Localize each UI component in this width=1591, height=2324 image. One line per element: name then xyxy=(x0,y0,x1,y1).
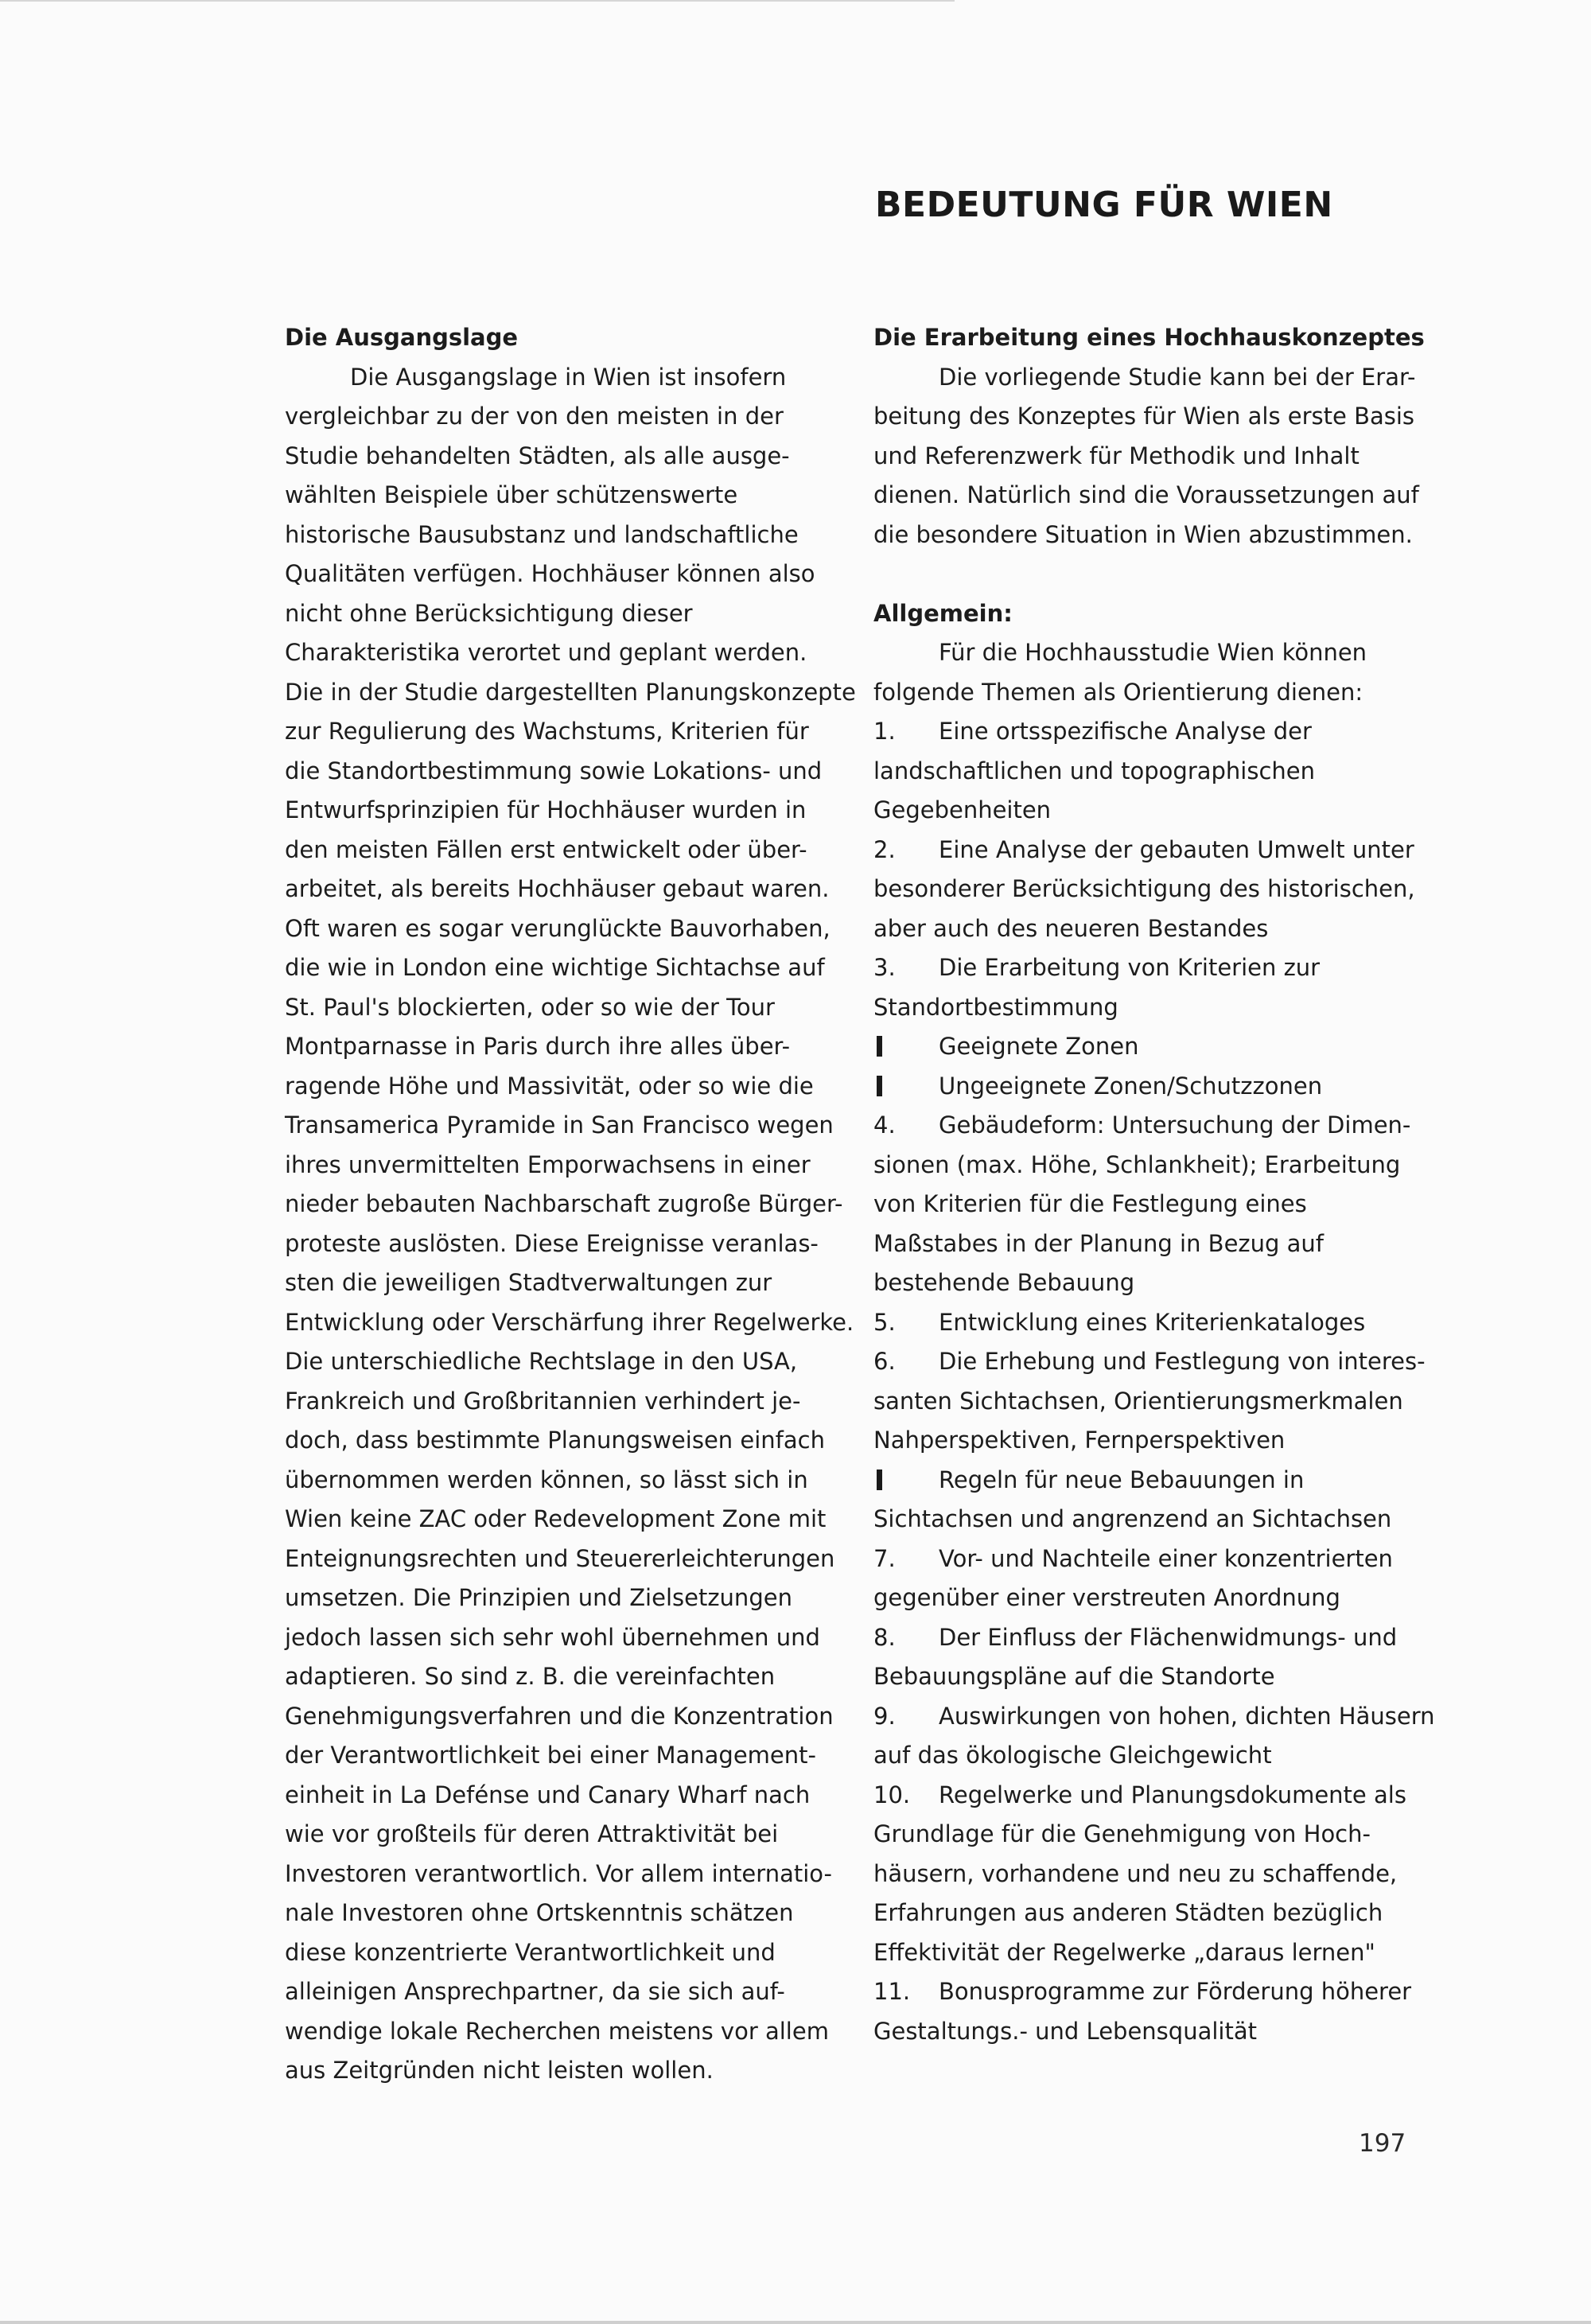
spacer xyxy=(873,555,1430,594)
list-item-continuation: Maßstabes in der Planung in Bezug auf xyxy=(873,1229,1324,1257)
list-item xyxy=(873,712,1430,752)
list-item-text: Vor- und Nachteile einer konzentrierten xyxy=(939,1544,1393,1572)
list-item-continuation: aber auch des neueren Bestandes xyxy=(873,914,1269,942)
text-line: Die in der Studie dargestellten Planungskonzepte xyxy=(285,678,856,706)
list-item xyxy=(873,831,1430,870)
bullet-square-icon xyxy=(877,1076,882,1096)
list-number: 11. xyxy=(873,1978,911,2005)
list-item-continuation: Grundlage für die Genehmigung von Hoch- xyxy=(873,1820,1371,1847)
list-item xyxy=(873,1027,1430,1067)
text-line: nale Investoren ohne Ortskenntnis schätzen xyxy=(285,1899,794,1926)
list-item-continuation: gegenüber einer verstreuten Anordnung xyxy=(873,1584,1340,1611)
list-item-continuation: Standortbestimmung xyxy=(873,993,1118,1021)
list-item-continuation: Gegebenheiten xyxy=(873,796,1052,823)
topic-list xyxy=(873,712,1435,2051)
list-number: 3. xyxy=(873,954,896,981)
left-column xyxy=(285,318,856,2091)
text-line: vergleichbar zu der von den meisten in der xyxy=(285,403,784,430)
list-item-text: Geeignete Zonen xyxy=(939,1033,1139,1060)
list-number: 10. xyxy=(873,1781,911,1808)
list-item-continuation: Gestaltungs.- und Lebensqualität xyxy=(873,2017,1257,2045)
text-line: Studie behandelten Städten, als alle ausge- xyxy=(285,442,790,469)
list-item-text: Auswirkungen von hohen, dichten Häusern xyxy=(939,1702,1435,1730)
list-item xyxy=(873,1540,1430,1579)
list-number: 8. xyxy=(873,1623,896,1651)
text-line: Entwurfsprinzipien für Hochhäuser wurden in xyxy=(285,796,807,823)
text-line: adaptieren. So sind z. B. die vereinfachten xyxy=(285,1663,776,1690)
list-item xyxy=(873,1461,1430,1501)
right-column xyxy=(873,318,1435,2051)
text-line: Die unterschiedliche Rechtslage in den USA, xyxy=(285,1348,798,1375)
list-item-continuation: bestehende Bebauung xyxy=(873,1269,1135,1296)
list-item xyxy=(873,1067,1430,1107)
text-line: Transamerica Pyramide in San Francisco wegen xyxy=(285,1111,834,1139)
list-item xyxy=(873,1618,1430,1658)
list-number: 4. xyxy=(873,1111,896,1139)
list-item-text: Eine ortsspezifische Analyse der xyxy=(939,718,1312,745)
list-item-continuation: besonderer Berücksichtigung des historischen, xyxy=(873,875,1415,902)
page-number: 197 xyxy=(1359,2129,1406,2158)
text-line: alleinigen Ansprechpartner, da sie sich auf- xyxy=(285,1978,785,2005)
text-line: zur Regulierung des Wachstums, Kriterien für xyxy=(285,718,809,745)
text-line: übernommen werden können, so lässt sich in xyxy=(285,1466,808,1493)
text-line: umsetzen. Die Prinzipien und Zielsetzungen xyxy=(285,1584,792,1611)
list-number: 7. xyxy=(873,1544,896,1572)
text-line: wählten Beispiele über schützenswerte xyxy=(285,481,738,508)
text-line: jedoch lassen sich sehr wohl übernehmen und xyxy=(285,1623,820,1651)
text-line: einheit in La Defénse und Canary Wharf nach xyxy=(285,1781,811,1808)
text-line: Frankreich und Großbritannien verhindert je- xyxy=(285,1387,801,1415)
text-line: nieder bebauten Nachbarschaft zugroße Bürger- xyxy=(285,1190,843,1217)
list-number: 6. xyxy=(873,1348,896,1375)
text-line: Für die Hochhausstudie Wien können xyxy=(939,639,1367,666)
text-line: nicht ohne Berücksichtigung dieser xyxy=(285,599,693,627)
text-line: der Verantwortlichkeit bei einer Management- xyxy=(285,1742,816,1769)
text-line: die Standortbestimmung sowie Lokations- und xyxy=(285,757,823,784)
list-item-continuation: Effektivität der Regelwerke „daraus lernen" xyxy=(873,1938,1375,1966)
list-item-text: Gebäudeform: Untersuchung der Dimen- xyxy=(939,1111,1411,1139)
list-item xyxy=(873,948,1430,988)
list-item-text: Die Erhebung und Festlegung von interes- xyxy=(939,1348,1426,1375)
text-line: die besondere Situation in Wien abzustimmen. xyxy=(873,520,1413,548)
section-heading-hochhauskonzept: Die Erarbeitung eines Hochhauskonzeptes xyxy=(873,324,1425,351)
text-line: den meisten Fällen erst entwickelt oder über- xyxy=(285,835,807,863)
text-line: historische Bausubstanz und landschaftliche xyxy=(285,520,799,548)
text-line: Qualitäten verfügen. Hochhäuser können also xyxy=(285,560,815,587)
text-line: aus Zeitgründen nicht leisten wollen. xyxy=(285,2057,714,2084)
list-item-text: Entwicklung eines Kriterienkataloges xyxy=(939,1308,1366,1336)
list-item xyxy=(873,1697,1435,1737)
list-item-continuation: santen Sichtachsen, Orientierungsmerkmalen xyxy=(873,1387,1403,1415)
list-item-continuation: landschaftlichen und topographischen xyxy=(873,757,1316,784)
text-line: proteste auslösten. Diese Ereignisse veranlas- xyxy=(285,1229,819,1257)
page-title: BEDEUTUNG FÜR WIEN xyxy=(875,185,1333,225)
list-number: 9. xyxy=(873,1702,896,1730)
text-line: Die Ausgangslage in Wien ist insofern xyxy=(350,363,787,391)
text-line: Wien keine ZAC oder Redevelopment Zone mit xyxy=(285,1505,827,1532)
text-line: Genehmigungsverfahren und die Konzentration xyxy=(285,1702,834,1730)
text-line: doch, dass bestimmte Planungsweisen einfach xyxy=(285,1427,825,1454)
list-item-continuation: auf das ökologische Gleichgewicht xyxy=(873,1742,1272,1769)
left-paragraph xyxy=(285,358,856,2091)
bullet-square-icon xyxy=(877,1036,882,1057)
list-item-text: Regeln für neue Bebauungen in xyxy=(939,1466,1305,1493)
list-item xyxy=(873,1106,1430,1146)
text-line: diese konzentrierte Verantwortlichkeit und xyxy=(285,1938,776,1966)
list-item-text: Bonusprogramme zur Förderung höherer xyxy=(939,1978,1412,2005)
list-item-continuation: häusern, vorhandene und neu zu schaffende, xyxy=(873,1859,1398,1887)
list-item xyxy=(873,1972,1430,2012)
intro-paragraph xyxy=(873,358,1430,555)
list-item-continuation: Nahperspektiven, Fernperspektiven xyxy=(873,1427,1286,1454)
text-line: wendige lokale Recherchen meistens vor allem xyxy=(285,2017,829,2045)
text-line: Oft waren es sogar verunglückte Bauvorhaben, xyxy=(285,914,831,942)
list-item-continuation: Erfahrungen aus anderen Städten bezüglich xyxy=(873,1899,1383,1926)
list-item-text: Eine Analyse der gebauten Umwelt unter xyxy=(939,835,1414,863)
text-line: ihres unvermittelten Emporwachsens in einer xyxy=(285,1150,811,1178)
list-item-text: Der Einfluss der Flächenwidmungs- und xyxy=(939,1623,1398,1651)
list-item xyxy=(873,1776,1430,1816)
text-line: die wie in London eine wichtige Sichtachse auf xyxy=(285,954,825,981)
bullet-square-icon xyxy=(877,1470,882,1490)
text-line: folgende Themen als Orientierung dienen: xyxy=(873,678,1363,706)
bullet-square-icon xyxy=(873,1067,939,1107)
scan-edge-top xyxy=(0,0,955,2)
list-item-continuation: von Kriterien für die Festlegung eines xyxy=(873,1190,1307,1217)
text-line: arbeitet, als bereits Hochhäuser gebaut waren. xyxy=(285,875,830,902)
list-number: 1. xyxy=(873,718,896,745)
text-line: beitung des Konzeptes für Wien als erste Basis xyxy=(873,403,1415,430)
bullet-square-icon xyxy=(873,1461,939,1501)
text-line: wie vor großteils für deren Attraktivität bei xyxy=(285,1820,779,1847)
list-number: 2. xyxy=(873,835,896,863)
section-heading-ausgangslage: Die Ausgangslage xyxy=(285,324,519,351)
general-paragraph xyxy=(873,633,1430,712)
list-item xyxy=(873,1303,1430,1343)
bullet-square-icon xyxy=(873,1027,939,1067)
section-heading-allgemein: Allgemein: xyxy=(873,599,1013,627)
text-line: Charakteristika verortet und geplant werden. xyxy=(285,639,807,666)
text-line: ragende Höhe und Massivität, oder so wie die xyxy=(285,1072,814,1100)
text-line: St. Paul's blockierten, oder so wie der Tour xyxy=(285,993,775,1021)
list-item-text: Ungeeignete Zonen/Schutzzonen xyxy=(939,1072,1323,1100)
list-item-text: Regelwerke und Planungsdokumente als xyxy=(939,1781,1406,1808)
list-item xyxy=(873,1342,1430,1382)
text-line: dienen. Natürlich sind die Voraussetzungen auf xyxy=(873,481,1419,508)
list-item-continuation: Sichtachsen und angrenzend an Sichtachsen xyxy=(873,1505,1392,1532)
list-item-continuation: Bebauungspläne auf die Standorte xyxy=(873,1663,1275,1690)
scan-edge-bottom xyxy=(0,2321,1591,2324)
text-line: Montparnasse in Paris durch ihre alles über- xyxy=(285,1033,791,1060)
list-number: 5. xyxy=(873,1308,896,1336)
text-line: Investoren verantwortlich. Vor allem internatio- xyxy=(285,1859,833,1887)
text-line: Die vorliegende Studie kann bei der Erar- xyxy=(939,363,1416,391)
text-line: Entwicklung oder Verschärfung ihrer Regelwerke. xyxy=(285,1308,854,1336)
text-line: Enteignungsrechten und Steuererleichterungen xyxy=(285,1544,835,1572)
list-item-continuation: sionen (max. Höhe, Schlankheit); Erarbeitung xyxy=(873,1150,1401,1178)
text-line: und Referenzwerk für Methodik und Inhalt xyxy=(873,442,1360,469)
list-item-text: Die Erarbeitung von Kriterien zur xyxy=(939,954,1321,981)
text-line: sten die jeweiligen Stadtverwaltungen zur xyxy=(285,1269,772,1296)
